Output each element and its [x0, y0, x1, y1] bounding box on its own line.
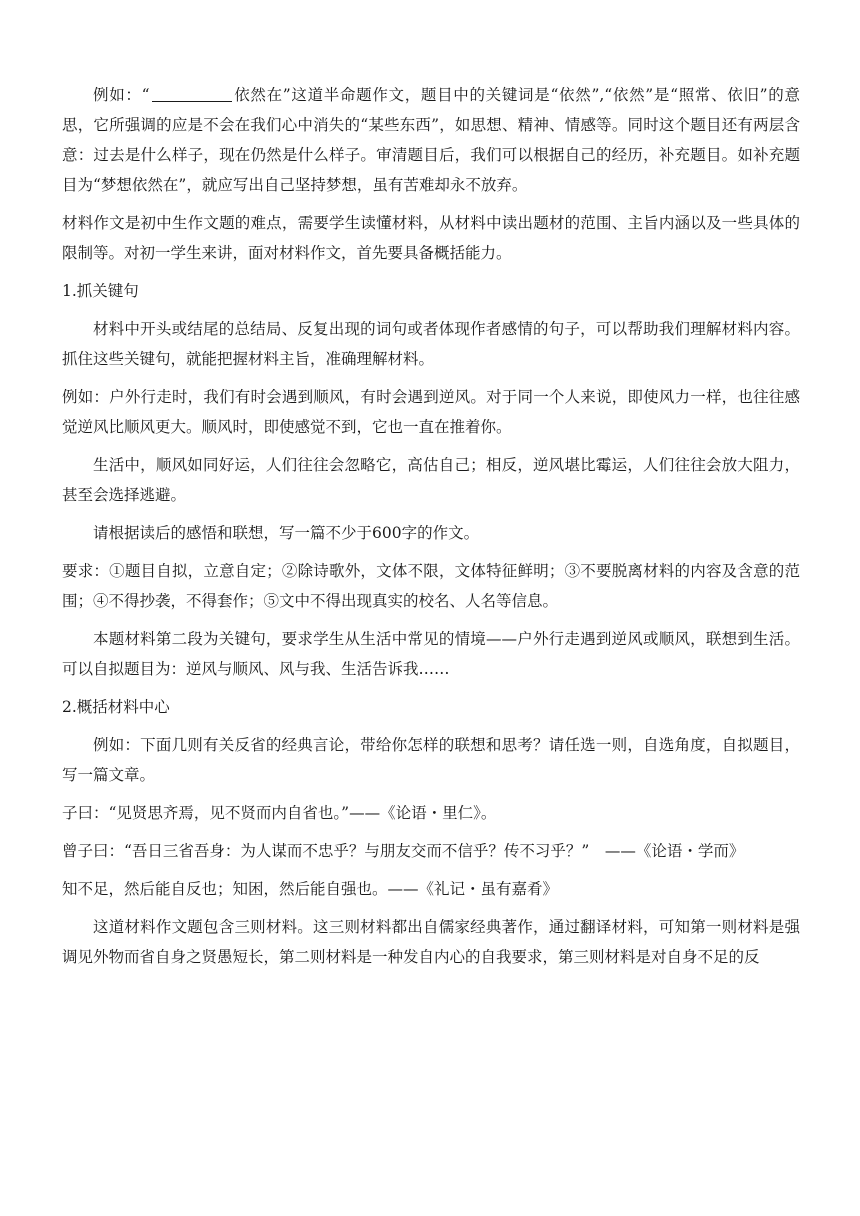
quote-liji: 知不足，然后能自反也；知困，然后能自强也。——《礼记・虽有嘉肴》 [62, 880, 559, 898]
paragraph-wind-life: 生活中，顺风如同好运，人们往往会忽略它，高估自己；相反，逆风堪比霉运，人们往往会放大阻力，甚至会选择逃避。 [62, 456, 800, 504]
paragraph-wind-example: 例如：户外行走时，我们有时会遇到顺风，有时会遇到逆风。对于同一个人来说，即使风力一样，也往往感觉逆风比顺风更大。顺风时，即使感觉不到，它也一直在推着你。 [62, 388, 800, 436]
fill-in-blank [152, 85, 232, 102]
paragraph-analysis: 本题材料第二段为关键句，要求学生从生活中常见的情境——户外行走遇到逆风或顺风，联想到生活。可以自拟题目为：逆风与顺风、风与我、生活告诉我…… [62, 630, 800, 678]
document-body [62, 80, 800, 980]
paragraph-key-sentences: 材料中开头或结尾的总结局、反复出现的词句或者体现作者感情的句子，可以帮助我们理解材料内容。抓住这些关键句，就能把握材料主旨，准确理解材料。 [62, 320, 800, 368]
text-span: 依然在”这道半命题作文，题目中的关键词是“依然”,“依然”是“照常、依旧”的意思，它所强调的应是不会在我们心中消失的“某些东西”，如思想、精神、情感等。同时这个题目还有两层含意：过去是什么样子，现在仍然是什么样子。审清题目后，我们可以根据自己的经历，补充题目。如补充题目为“梦想依然在”，就应写出自己坚持梦想，虽有苦难却永不放弃。 [62, 86, 800, 194]
paragraph-writing-prompt: 请根据读后的感悟和联想，写一篇不少于600字的作文。 [93, 524, 480, 542]
text-span: 例如：“ [93, 86, 150, 104]
paragraph-three-materials: 这道材料作文题包含三则材料。这三则材料都出自儒家经典著作，通过翻译材料，可知第一则材料是强调见外物而省自身之贤愚短长，第二则材料是一种发自内心的自我要求，第三则材料是对自身不足的反 [62, 918, 800, 966]
paragraph-material-intro: 材料作文是初中生作文题的难点，需要学生读懂材料，从材料中读出题材的范围、主旨内涵以及一些具体的限制等。对初一学生来讲，面对材料作文，首先要具备概括能力。 [62, 214, 800, 262]
quote-xueer: 曾子曰：“吾日三省吾身：为人谋而不忠乎？与朋友交而不信乎？传不习乎？” ——《论语・学而》 [62, 842, 745, 860]
heading-summarize-center: 2.概括材料中心 [62, 698, 170, 716]
paragraph-requirements: 要求：①题目自拟，立意自定；②除诗歌外，文体不限，文体特征鲜明；③不要脱离材料的内容及含意的范围；④不得抄袭，不得套作；⑤文中不得出现真实的校名、人名等信息。 [62, 562, 800, 610]
paragraph-reflection-prompt: 例如：下面几则有关反省的经典言论，带给你怎样的联想和思考？请任选一则，自选角度，自拟题目，写一篇文章。 [62, 736, 800, 784]
quote-liren: 子曰：“见贤思齐焉，见不贤而内自省也。”——《论语・里仁》。 [62, 804, 497, 822]
heading-key-sentences: 1.抓关键句 [62, 282, 139, 300]
paragraph-example-half-title [62, 80, 800, 200]
